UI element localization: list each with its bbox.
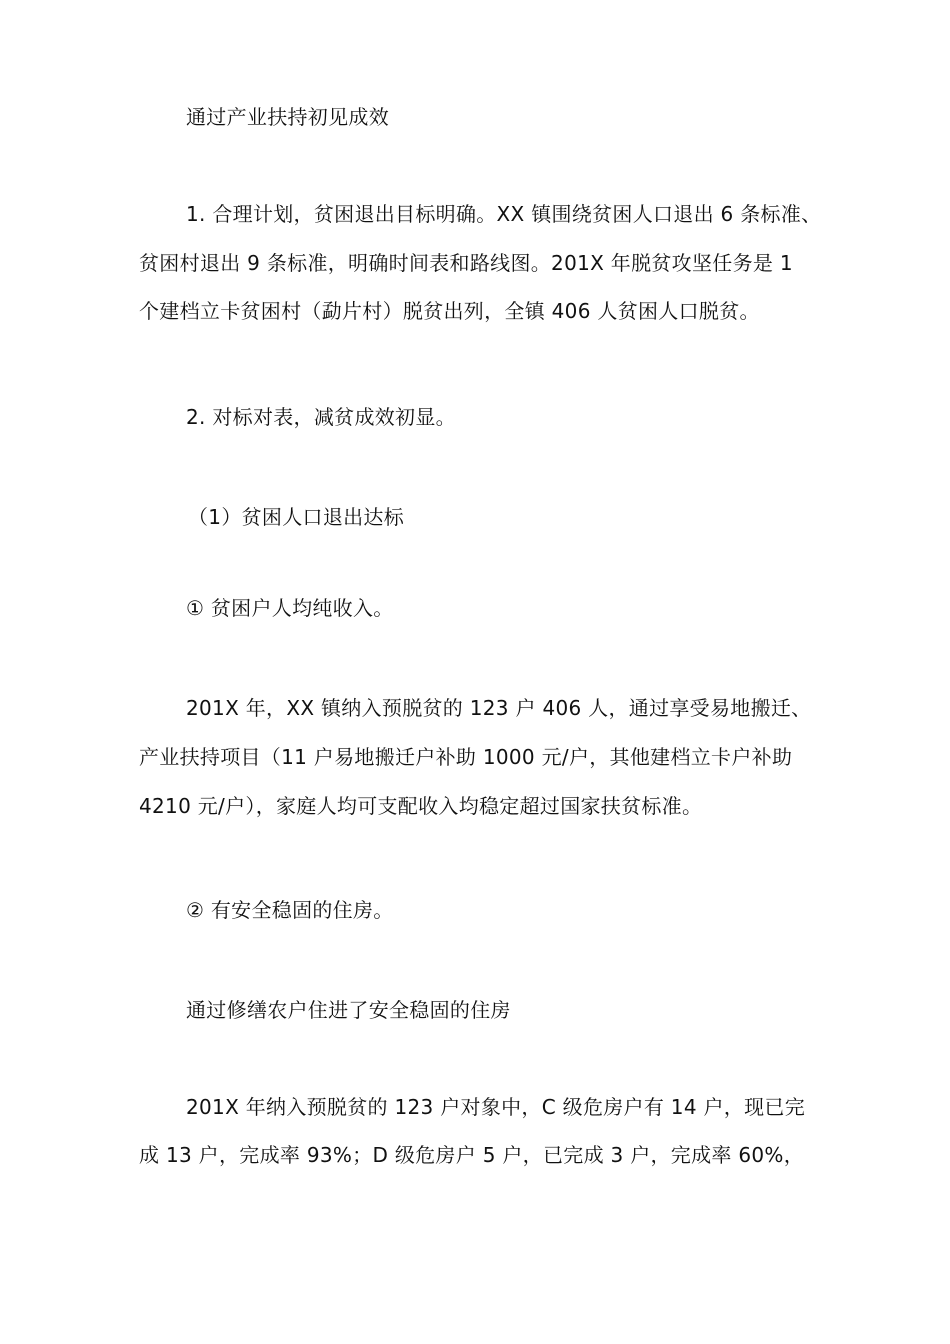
paragraph-line: 4210 元/户），家庭人均可支配收入均稳定超过国家扶贫标准。	[139, 794, 703, 818]
subsection-heading: （1）贫困人口退出达标	[188, 505, 405, 529]
paragraph-line: 1. 合理计划，贫困退出目标明确。XX 镇围绕贫困人口退出 6 条标准、	[186, 202, 822, 226]
paragraph-line: 产业扶持项目（11 户易地搬迁户补助 1000 元/户，其他建档立卡户补助	[139, 745, 793, 769]
paragraph-line: 201X 年纳入预脱贫的 123 户对象中，C 级危房户有 14 户，现已完	[186, 1095, 806, 1119]
paragraph-line: 个建档立卡贫困村（勐片村）脱贫出列，全镇 406 人贫困人口脱贫。	[139, 299, 760, 323]
paragraph-line: 201X 年，XX 镇纳入预脱贫的 123 户 406 人，通过享受易地搬迁、	[186, 696, 812, 720]
paragraph-line: 成 13 户，完成率 93%；D 级危房户 5 户，已完成 3 户，完成率 60%，	[139, 1143, 805, 1167]
paragraph-line: 通过修缮农户住进了安全稳固的住房	[186, 998, 511, 1022]
paragraph-line: 贫困村退出 9 条标准，明确时间表和路线图。201X 年脱贫攻坚任务是 1	[139, 251, 793, 275]
paragraph-line: 2. 对标对表，减贫成效初显。	[186, 405, 456, 429]
paragraph-heading: 通过产业扶持初见成效	[186, 105, 389, 129]
list-item: ② 有安全稳固的住房。	[186, 898, 394, 922]
list-item: ① 贫困户人均纯收入。	[186, 596, 394, 620]
